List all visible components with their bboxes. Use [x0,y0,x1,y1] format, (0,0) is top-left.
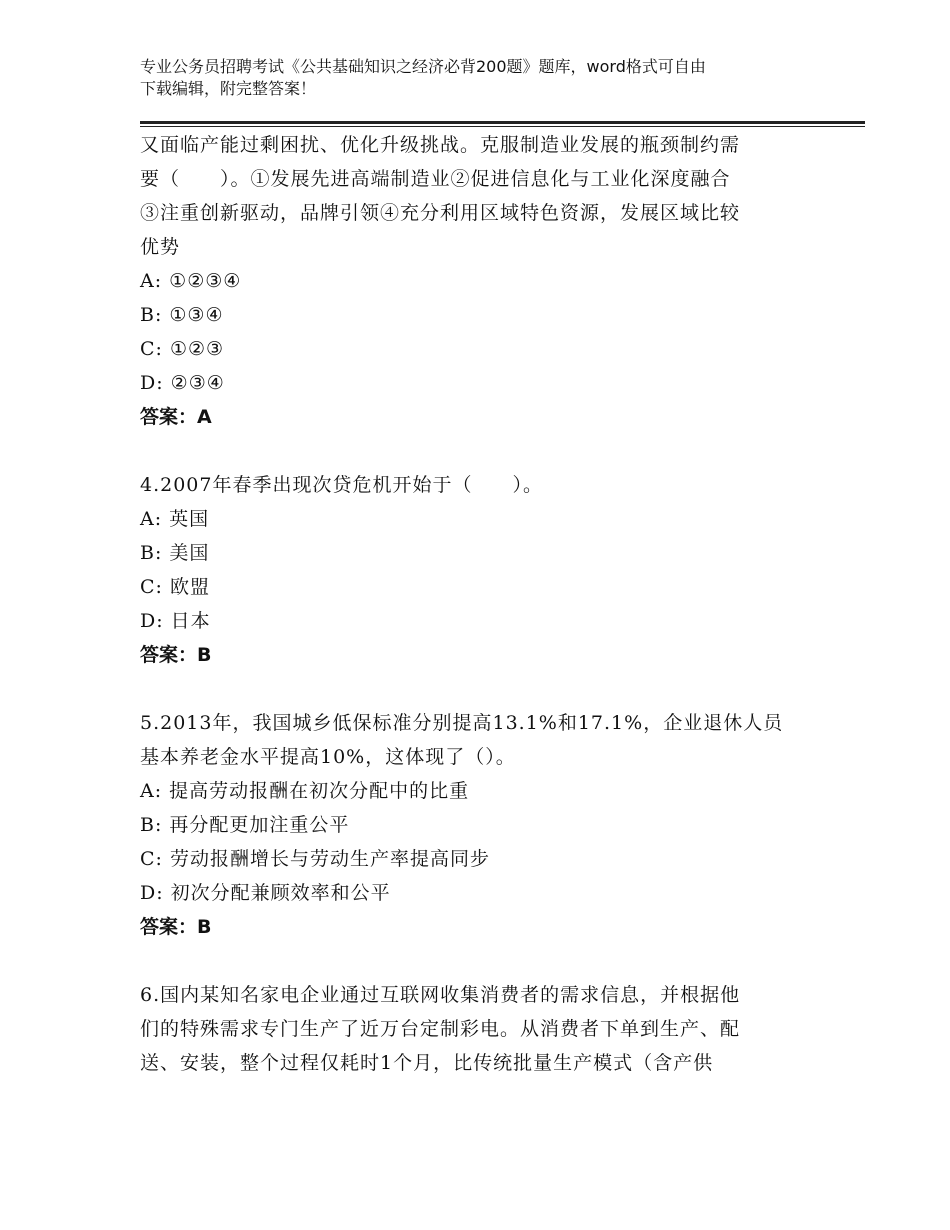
question-stem-line: 又面临产能过剩困扰、优化升级挑战。克服制造业发展的瓶颈制约需 [140,134,741,156]
question-stem-line: 5.2013年，我国城乡低保标准分别提高13.1%和17.1%，企业退休人员 [140,712,784,734]
page-header [140,56,830,100]
option-d: D: ②③④ [140,372,225,394]
spacer [140,672,820,706]
option-d: D: 初次分配兼顾效率和公平 [140,882,391,904]
header-line-2: 下载编辑，附完整答案！ [140,79,317,98]
question-4 [140,468,820,672]
question-stem-line: 优势 [140,236,181,258]
question-5 [140,706,820,944]
option-b: B: 再分配更加注重公平 [140,814,350,836]
option-b: B: 美国 [140,542,210,564]
spacer [140,944,820,978]
option-a: A: 英国 [140,508,210,530]
option-d: D: 日本 [140,610,211,632]
option-c: C: 欧盟 [140,576,210,598]
answer-label: 答案：A [140,406,212,428]
question-stem-line: ③注重创新驱动，品牌引领④充分利用区域特色资源，发展区域比较 [140,202,741,224]
option-b: B: ①③④ [140,304,224,326]
option-c: C: 劳动报酬增长与劳动生产率提高同步 [140,848,490,870]
answer-label: 答案：B [140,644,212,666]
option-a: A: 提高劳动报酬在初次分配中的比重 [140,780,470,802]
answer-label: 答案：B [140,916,212,938]
question-stem-line: 6.国内某知名家电企业通过互联网收集消费者的需求信息，并根据他 [140,984,741,1006]
question-stem-line: 基本养老金水平提高10%，这体现了（）。 [140,746,516,768]
option-c: C: ①②③ [140,338,225,360]
question-stem-line: 送、安装，整个过程仅耗时1个月，比传统批量生产模式（含产供 [140,1052,714,1074]
spacer [140,434,820,468]
question-3 [140,128,820,434]
question-stem-line: 们的特殊需求专门生产了近万台定制彩电。从消费者下单到生产、配 [140,1018,741,1040]
header-divider-thin [140,126,865,127]
option-a: A: ①②③④ [140,270,242,292]
question-stem-line: 4.2007年春季出现次贷危机开始于（ ）。 [140,474,543,496]
header-divider-thick [140,121,865,124]
question-stem-line: 要（ ）。①发展先进高端制造业②促进信息化与工业化深度融合 [140,168,731,190]
document-body [140,128,820,1080]
header-line-1: 专业公务员招聘考试《公共基础知识之经济必背200题》题库，word格式可自由 [140,57,706,76]
question-6 [140,978,820,1080]
